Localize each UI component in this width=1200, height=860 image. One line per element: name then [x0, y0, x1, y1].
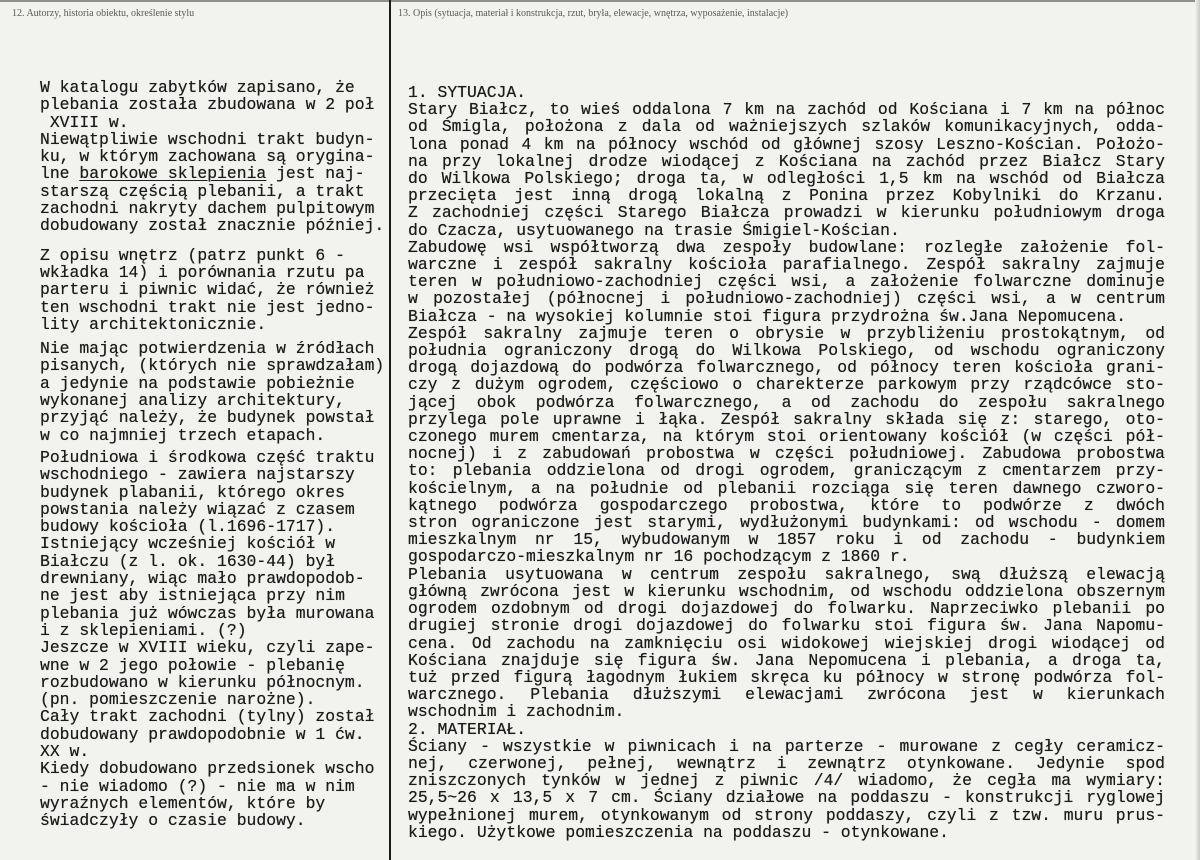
- history-paragraph: [40, 79, 388, 235]
- text-line: W katalogu zabytków zapisano, że: [40, 78, 355, 97]
- text-line: Jeszcze w XVIII wieku, czyli zape-: [40, 638, 375, 658]
- text-line: wkładka 14) i porównania rzutu pa: [40, 262, 365, 282]
- text-line: wykonanej analizy architektury,: [40, 391, 345, 411]
- history-paragraph: [40, 449, 388, 830]
- text-line: stron ograniczone jest starymi, wydłużonymi budynkami: od wschodu - domem: [408, 513, 1165, 533]
- text-line: kiego. Użytkowe pomieszczenia na poddaszu - otynkowane.: [408, 822, 949, 842]
- text-line: na przy lokalnej drodze wiodącej z Kościana na zachód przez Białcz Stary: [408, 151, 1165, 171]
- text-line: plebania została zbudowana w 2 poł: [40, 95, 375, 115]
- text-line: świadczyły o czasie budowy.: [40, 811, 306, 831]
- text-line: ten wschodni trakt nie jest jedno-: [40, 297, 375, 317]
- text-line: XVIII w.: [40, 112, 129, 132]
- description-section: [408, 721, 1165, 841]
- text-line: cena. Od zachodu na zamknięciu osi widokowej wiejskiej drogi wiodącej od: [408, 633, 1165, 653]
- text-line: w pozostałej (północnej i południowo-zachodniej) części wsi, a w centrum: [408, 289, 1165, 309]
- text-line: przylega pole uprawne i łąka. Zespół sakralny składa się z: starego, oto-: [408, 409, 1165, 429]
- text-line: starszą częścią plebanii, a trakt: [40, 181, 365, 201]
- text-line: pisanych, (których nie sprawdzałam): [40, 356, 385, 376]
- text-line: zachodni nakryty dachem pulpitowym: [40, 199, 375, 219]
- text-line: Zabudowę wsi współtworzą dwa zespoły budowlane: rozległe założenie fol-: [408, 237, 1165, 257]
- text-line: ogrodem ozdobnym od drogi dojazdowej do folwarku. Naprzeciwko plebanii po: [408, 599, 1165, 619]
- text-line: czonego murem cmentarza, na którym stoi orientowany kościół (w części pół-: [408, 427, 1165, 447]
- text-line: drugiej stronie drogi dojazdowej do folwarku stoi figura św. Jana Napomu-: [408, 616, 1165, 636]
- text-line: warczne i zespół sakralny kościoła parafialnego. Zespół sakralny zajmuje: [408, 255, 1165, 275]
- field-13-label: 13. Opis (sytuacja, materiał i konstrukcja, rzut, bryła, elewacje, wnętrza, wyposażenie, instalacje): [398, 8, 789, 19]
- text-line: budynek plabanii, którego okres: [40, 482, 345, 502]
- text-line: wschodnim i zachodnim.: [408, 702, 625, 722]
- text-line: warcznego. Plebania dłuższymi elewacjami zwrócona jest w kierunkach: [408, 685, 1165, 705]
- description-paragraph: [408, 239, 1165, 325]
- text-line: kościelnym, a na południe od plebanii rozciąga się teren dawnego czworo-: [408, 478, 1165, 498]
- text-line: do Wilkowa Polskiego; droga ta, w odległości 1,5 km na wschód od Białcza: [408, 169, 1165, 189]
- text-line: Ściany - wszystkie w piwnicach i na parterze - murowane z cegły ceramicz-: [408, 736, 1165, 756]
- text-line: w co najmniej trzech etapach.: [40, 425, 326, 445]
- scan-top-edge: [0, 0, 1200, 2]
- text-line: mieszkalnym nr 15, wybudowanym w 1857 roku i od zachodu - budynkiem: [408, 530, 1165, 550]
- text-line: wypełnionej murem, otynkowanym od strony poddaszy, czyli z tzw. muru prus-: [408, 805, 1165, 825]
- text-line: kątnego podwórza gospodarczego probostwa, które to podwórze z dwóch: [408, 495, 1165, 515]
- text-line: Zespół sakralny zajmuje teren o obrysie w przybliżeniu prostokątnym, od: [408, 323, 1165, 343]
- text-line: zniszczonych tynków w jednej z piwnic /4/ wiadomo, że cegła ma wymiary:: [408, 771, 1165, 791]
- text-line: Kościana znajduje się figura św. Jana Nepomucena i plebania, a droga ta,: [408, 650, 1165, 670]
- description-paragraph: [408, 738, 1165, 841]
- text-line: drogą dojazdową do podwórza folwarcznego, od północy teren kościoła grani-: [408, 358, 1165, 378]
- text-line: Białczu (z l. ok. 1630-44) był: [40, 551, 336, 571]
- text-line: a jedynie na podstawie pobieżnie: [40, 373, 355, 393]
- text-line: ne jest aby istniejąca przy nim: [40, 586, 345, 606]
- text-line: Istniejący wcześniej kościół w: [40, 534, 336, 554]
- history-paragraph: [40, 247, 388, 333]
- section-heading: 1. SYTUACJA.: [408, 83, 527, 102]
- text-line: Z opisu wnętrz (patrz punkt 6 -: [40, 245, 345, 265]
- text-line: XX w.: [40, 741, 90, 761]
- text-line: główną zwrócona jest w kierunku wschodnim, od wschodu oddzielona obszernym: [408, 581, 1165, 601]
- text-line: dobudowany został znacznie później.: [40, 216, 385, 236]
- field-12-label: 12. Autorzy, historia obiektu, określenie stylu: [12, 8, 195, 19]
- text-line: lne barokowe sklepienia jest naj-: [40, 164, 365, 184]
- text-line: 25,5~26 x 13,5 x 7 cm. Ściany działowe na poddaszu - konstrukcji ryglowej: [408, 788, 1165, 808]
- scan-right-edge: [1195, 0, 1200, 860]
- description-section: [408, 84, 1165, 721]
- text-line: od Śmigla, położona z dala od ważniejszych szlaków komunikacyjnych, odda-: [408, 117, 1165, 137]
- text-line: Z zachodniej części Starego Białcza prowadzi w kierunku południowym droga: [408, 203, 1165, 223]
- history-column: [40, 79, 388, 829]
- text-line: Plebania usytuowana w centrum zespołu sakralnego, swą dłuższą elewacją: [408, 564, 1165, 584]
- text-line: do Czacza, usytuowanego na trasie Śmigiel-Kościan.: [408, 220, 900, 240]
- text-line: gospodarczo-mieszkalnym nr 16 pochodzącym z 1860 r.: [408, 547, 910, 567]
- text-line: lona ponad 4 km na północy wschód od głównej szosy Leszno-Kościan. Położo-: [408, 134, 1165, 154]
- text-line: Nie mając potwierdzenia w źródłach: [40, 339, 375, 359]
- text-line: dobudowany prawdopodobnie w 1 ćw.: [40, 724, 365, 744]
- text-line: wyraźnych elementów, które by: [40, 793, 326, 813]
- text-line: nej, czerwonej, pełnej, wewnątrz i zewnątrz otynkowane. Jedynie spod: [408, 753, 1165, 773]
- text-line: teren w południowo-zachodniej części wsi, a założenie folwarczne dominuje: [408, 272, 1165, 292]
- description-paragraph: [408, 101, 1165, 239]
- text-line: Cały trakt zachodni (tylny) został: [40, 707, 375, 727]
- text-line: powstania należy wiązać z czasem: [40, 499, 355, 519]
- text-line: budowy kościoła (l.1696-1717).: [40, 517, 336, 537]
- description-paragraph: [408, 566, 1165, 721]
- text-line: ku, w którym zachowana są orygina-: [40, 147, 375, 167]
- text-line: lity architektonicznie.: [40, 314, 267, 334]
- description-paragraph: [408, 325, 1165, 566]
- text-line: drewniany, wiąc mało prawdopodob-: [40, 569, 365, 589]
- text-line: Białcza - na wysokiej kolumnie stoi figura przydrożna św.Jana Nepomucena.: [408, 306, 1127, 326]
- text-line: i z sklepieniami. (?): [40, 620, 247, 640]
- underlined-phrase: barokowe sklepienia: [79, 164, 267, 184]
- text-line: czy z dużym ogrodem, częściowo o charekterze parkowym przy rządcówce sto-: [408, 375, 1165, 395]
- section-heading: 2. MATERIAŁ.: [408, 719, 527, 739]
- description-column: [408, 84, 1165, 841]
- text-line: wschodniego - zawiera najstarszy: [40, 465, 355, 485]
- text-line: południa ograniczony drogą do Wilkowa Polskiego, od wschodu ograniczony: [408, 341, 1165, 361]
- text-line: plebania już wówczas była murowana: [40, 603, 375, 623]
- text-line: jącej obok podwórza folwarcznego, a od zachodu do zespołu sakralnego: [408, 392, 1165, 412]
- text-line: nocnej) i z zabudowań probostwa w części południowej. Zabudowa probostwa: [408, 444, 1165, 464]
- column-divider: [389, 0, 391, 860]
- text-line: Stary Białcz, to wieś oddalona 7 km na zachód od Kościana i 7 km na północ: [408, 100, 1165, 120]
- text-line: Południowa i środkowa część traktu: [40, 447, 375, 467]
- text-line: parteru i piwnic widać, że również: [40, 280, 375, 300]
- text-line: wne w 2 jego połowie - plebanię: [40, 655, 345, 675]
- text-line: (pn. pomieszczenie narożne).: [40, 690, 316, 710]
- text-line: przyjąć należy, że budynek powstał: [40, 408, 375, 428]
- text-line: rozbudowano w kierunku północnym.: [40, 672, 365, 692]
- text-line: tuż przed figurą łagodnym łukiem skręca ku północy w stronę podwórza fol-: [408, 667, 1165, 687]
- text-line: Kiedy dobudowano przedsionek wscho: [40, 759, 375, 779]
- text-line: - nie wiadomo (?) - nie ma w nim: [40, 776, 355, 796]
- text-line: Niewątpliwie wschodni trakt budyn-: [40, 129, 375, 149]
- text-line: to: plebania oddzielona od drogi ogrodem, graniczącym z cmentarzem przy-: [408, 461, 1165, 481]
- history-paragraph: [40, 340, 388, 444]
- text-line: przecięta jest inną drogą lokalną z Ponina przez Kobylniki do Krzanu.: [408, 186, 1165, 206]
